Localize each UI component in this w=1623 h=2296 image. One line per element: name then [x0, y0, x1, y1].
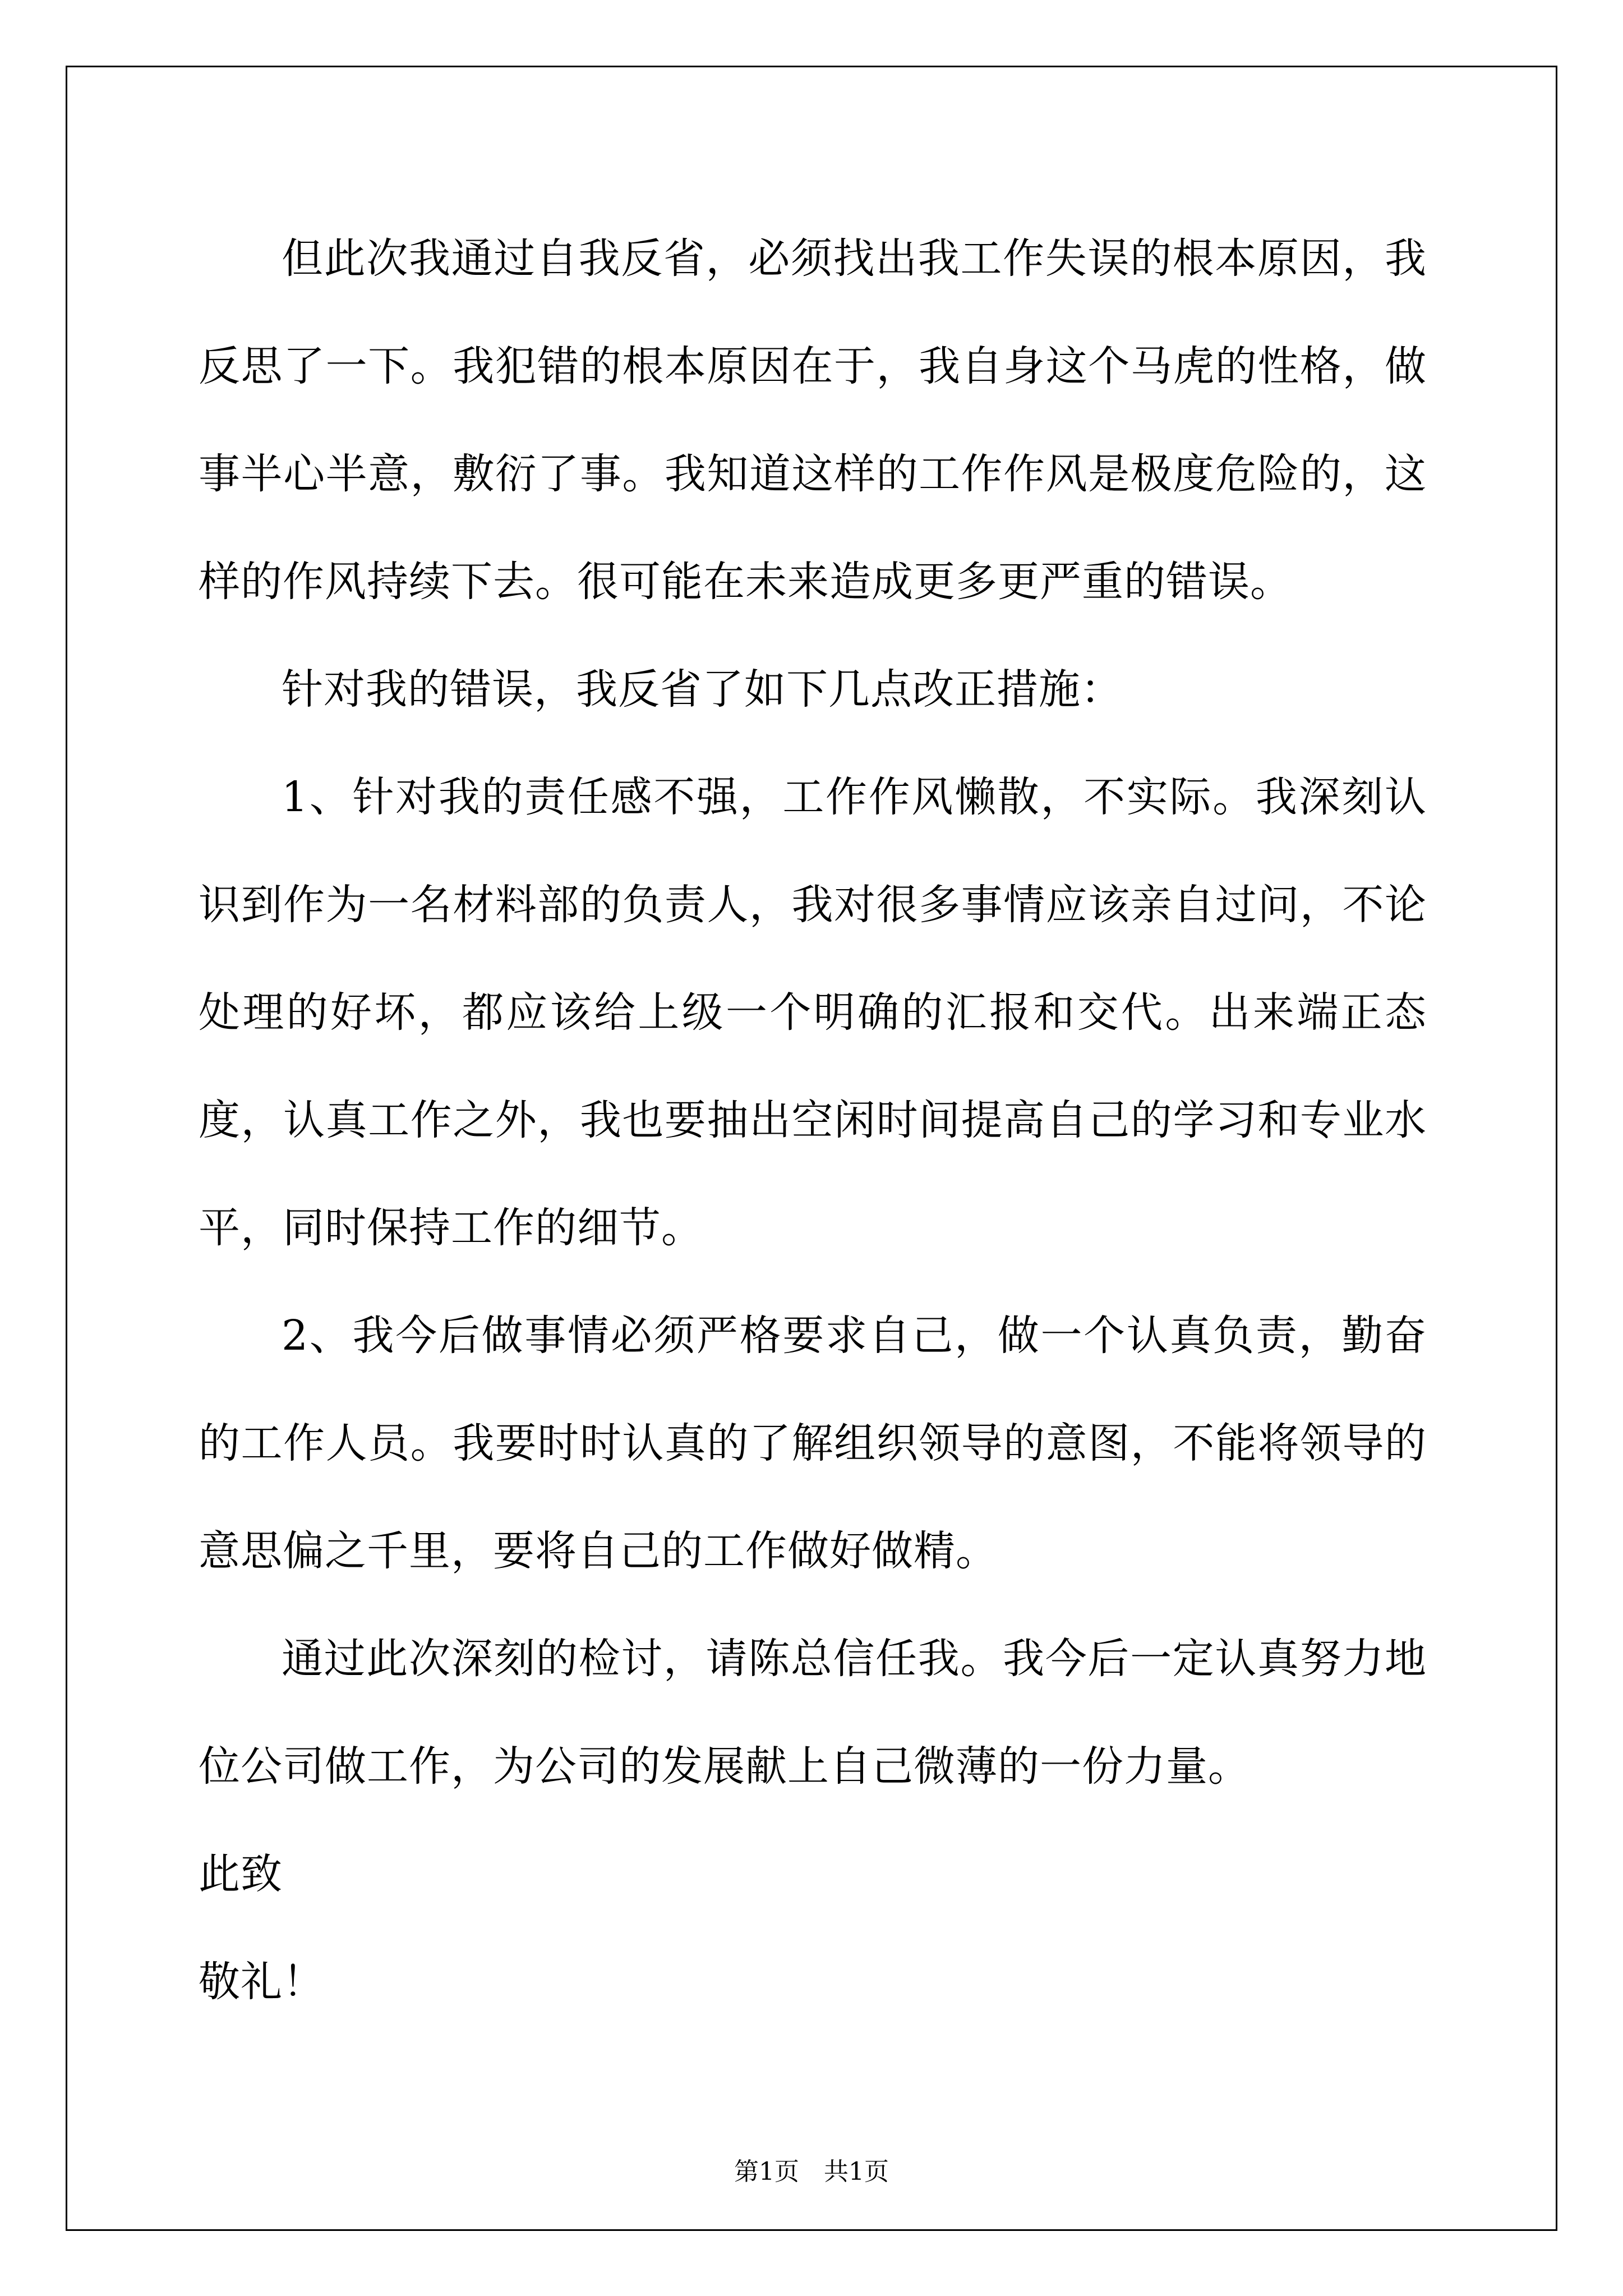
paragraph-measure-2: 2、我今后做事情必须严格要求自己，做一个认真负责，勤奋的工作人员。我要时时认真的了解组织领导的意图，不能将领导的意思偏之千里，要将自己的工作做好做精。: [199, 1312, 1427, 1575]
paragraph-measure-1: 1、针对我的责任感不强，工作作风懒散，不实际。我深刻认识到作为一名材料部的负责人，我对很多事情应该亲自过问，不论处理的好坏，都应该给上级一个明确的汇报和交代。出来端正态度，认真工作之外，我也要抽出空闲时间提高自己的学习和专业水平，同时保持工作的细节。: [199, 773, 1427, 1252]
closing-regards: 敬礼！: [199, 1958, 325, 2006]
page-footer: 第1页 共1页: [734, 2157, 889, 2186]
paragraph-measures-intro: 针对我的错误，我反省了如下几点改正措施：: [282, 665, 1123, 714]
document-body: [199, 205, 1427, 2036]
paragraph-conclusion: 通过此次深刻的检讨，请陈总信任我。我今后一定认真努力地位公司做工作，为公司的发展献上自己微薄的一份力量。: [199, 1635, 1427, 1791]
closing-salutation: 此致: [199, 1850, 283, 1898]
paragraph-reflection: 但此次我通过自我反省，必须找出我工作失误的根本原因，我反思了一下。我犯错的根本原因在于，我自身这个马虎的性格，做事半心半意，敷衍了事。我知道这样的工作作风是极度危险的，这样的作风持续下去。很可能在未来造成更多更严重的错误。: [199, 234, 1427, 606]
